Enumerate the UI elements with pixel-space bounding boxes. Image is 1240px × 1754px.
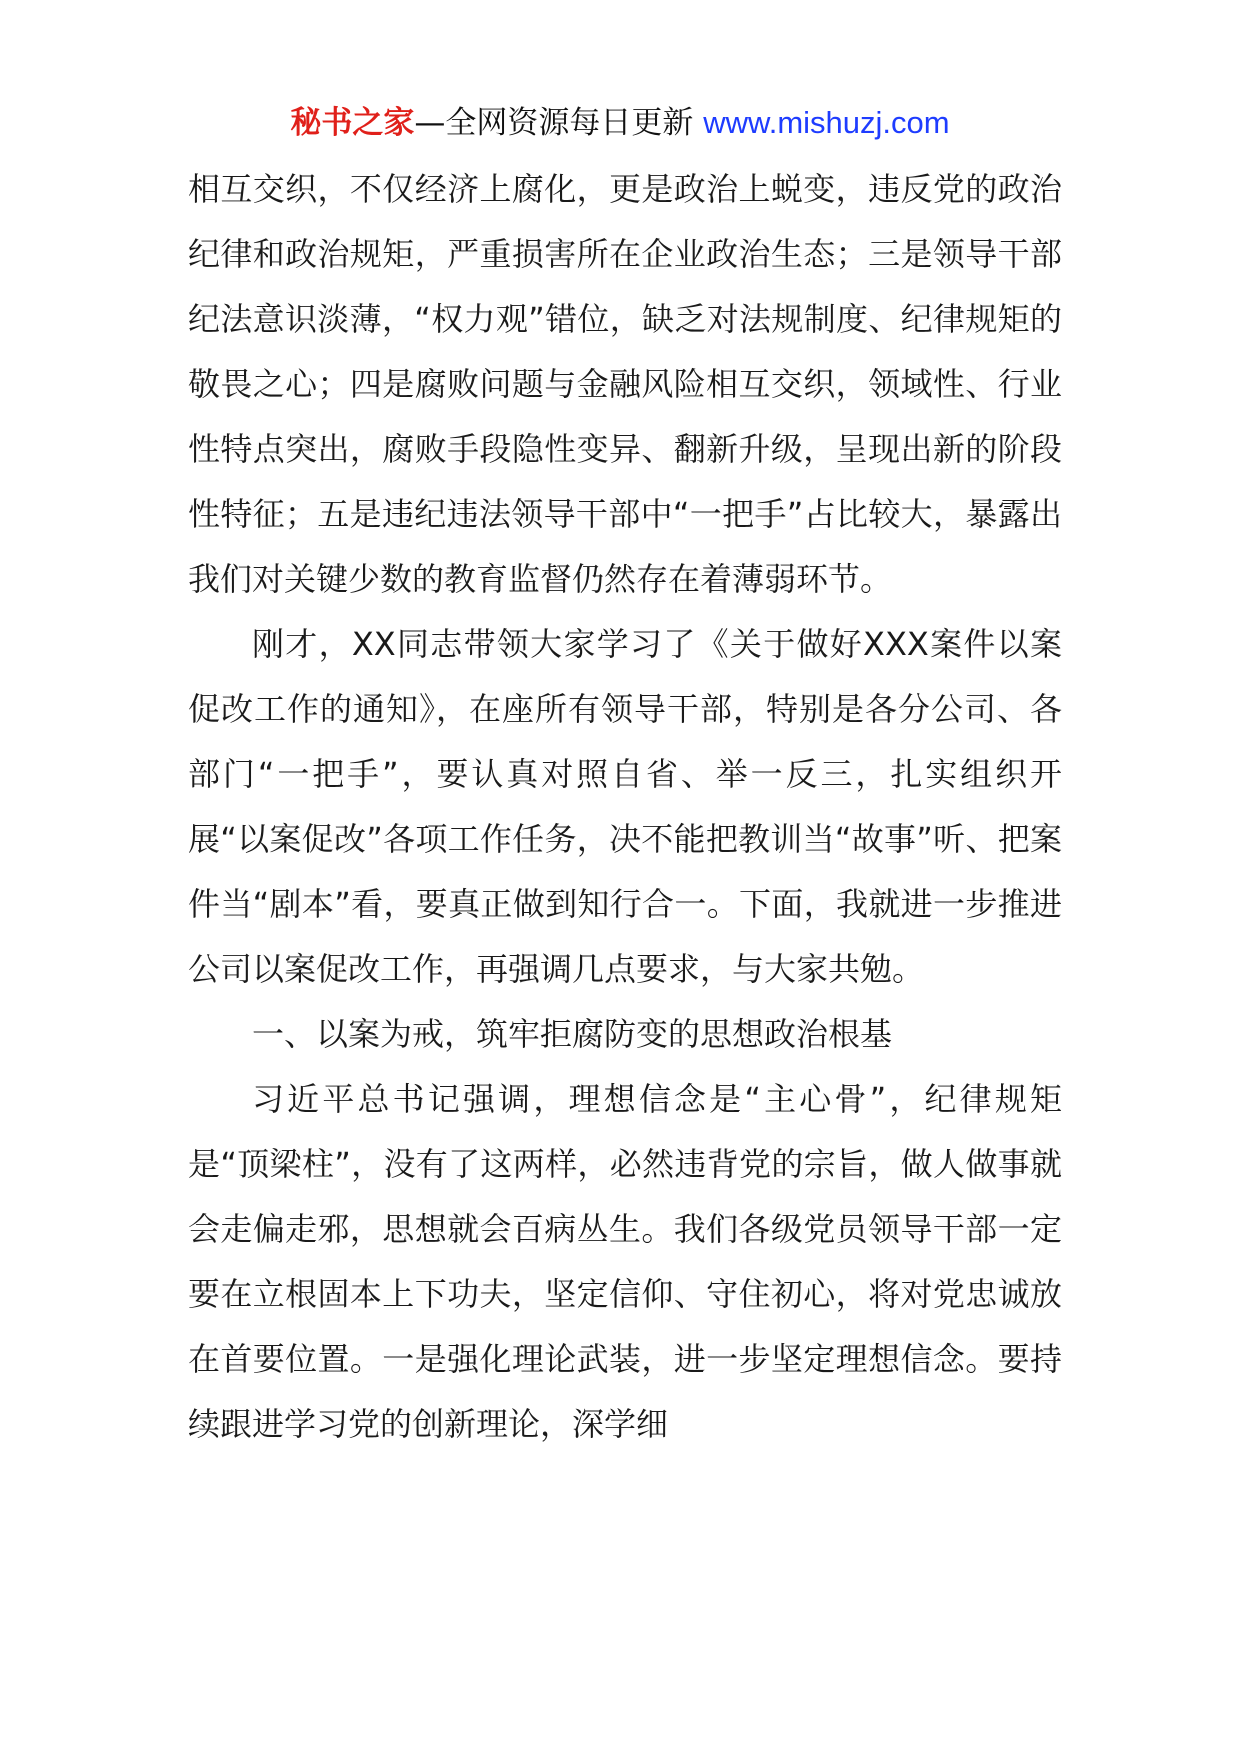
section-heading: 一、以案为戒，筑牢拒腐防变的思想政治根基 bbox=[252, 1015, 893, 1053]
site-url-link[interactable]: www.mishuzj.com bbox=[703, 105, 950, 140]
paragraph: 习近平总书记强调，理想信念是“主心骨”，纪律规矩是“顶梁柱”，没有了这两样，必然违背党的宗旨，做人做事就会走偏走邪，思想就会百病丛生。我们各级党员领导干部一定要在立根固本上下功夫，坚定信仰、守住初心，将对党忠诚放在首要位置。一是强化理论武装，进一步坚定理想信念。要持续跟进学习党的创新理论，深学细 bbox=[188, 1080, 1062, 1443]
header-tagline: —全网资源每日更新 bbox=[414, 105, 694, 141]
brand-name: 秘书之家 bbox=[290, 105, 415, 141]
page-header bbox=[0, 100, 1240, 146]
paragraph-continuation: 相互交织，不仅经济上腐化，更是政治上蜕变，违反党的政治纪律和政治规矩，严重损害所在企业政治生态；三是领导干部纪法意识淡薄，“权力观”错位，缺乏对法规制度、纪律规矩的敬畏之心；四是腐败问题与金融风险相互交织，领域性、行业性特点突出，腐败手段隐性变异、翻新升级，呈现出新的阶段性特征；五是违纪违法领导干部中“一把手”占比较大，暴露出我们对关键少数的教育监督仍然存在着薄弱环节。 bbox=[188, 170, 1062, 598]
paragraph: 刚才，XX同志带领大家学习了《关于做好XXX案件以案促改工作的通知》，在座所有领导干部，特别是各分公司、各部门“一把手”，要认真对照自省、举一反三，扎实组织开展“以案促改”各项工作任务，决不能把教训当“故事”听、把案件当“剧本”看，要真正做到知行合一。下面，我就进一步推进公司以案促改工作，再强调几点要求，与大家共勉。 bbox=[188, 625, 1062, 988]
document-body bbox=[188, 157, 1062, 1457]
